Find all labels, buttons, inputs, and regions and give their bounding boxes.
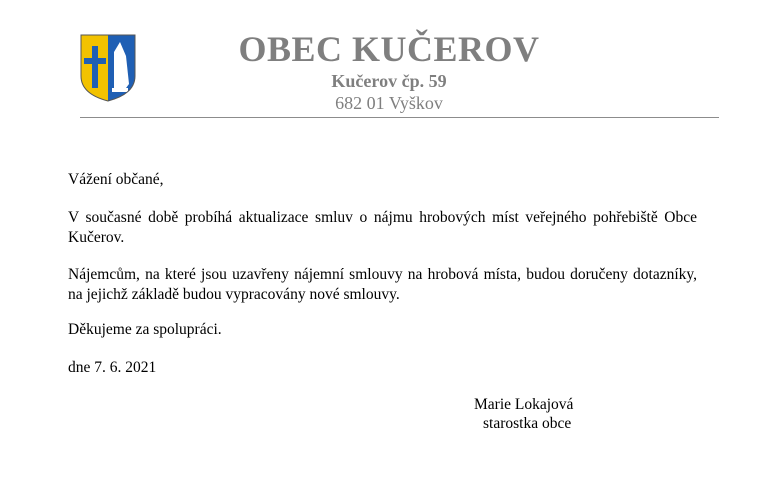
signature-role: starostka obce [483, 415, 572, 432]
municipality-city-address: 682 01 Vyškov [335, 93, 443, 113]
letter-greeting: Vážení občané, [68, 171, 164, 188]
header-divider [80, 117, 719, 118]
municipality-title: OBEC KUČEROV [238, 29, 540, 69]
coat-of-arms-icon [80, 34, 136, 102]
signature-name: Marie Lokajová [474, 396, 574, 413]
letter-paragraph-2: Nájemcům, na které jsou uzavřeny nájemní smlouvy na hrobová místa, budou doručeny dotazníky, na jejichž základě budou vypracovány nové smlouvy. [68, 266, 697, 303]
letter-thanks: Děkujeme za spolupráci. [68, 321, 222, 338]
letter-paragraph-1: V současné době probíhá aktualizace smluv o nájmu hrobových míst veřejného pohřebiště Obce Kučerov. [68, 209, 697, 246]
municipality-street-address: Kučerov čp. 59 [331, 71, 447, 91]
letter-date: dne 7. 6. 2021 [68, 359, 157, 376]
